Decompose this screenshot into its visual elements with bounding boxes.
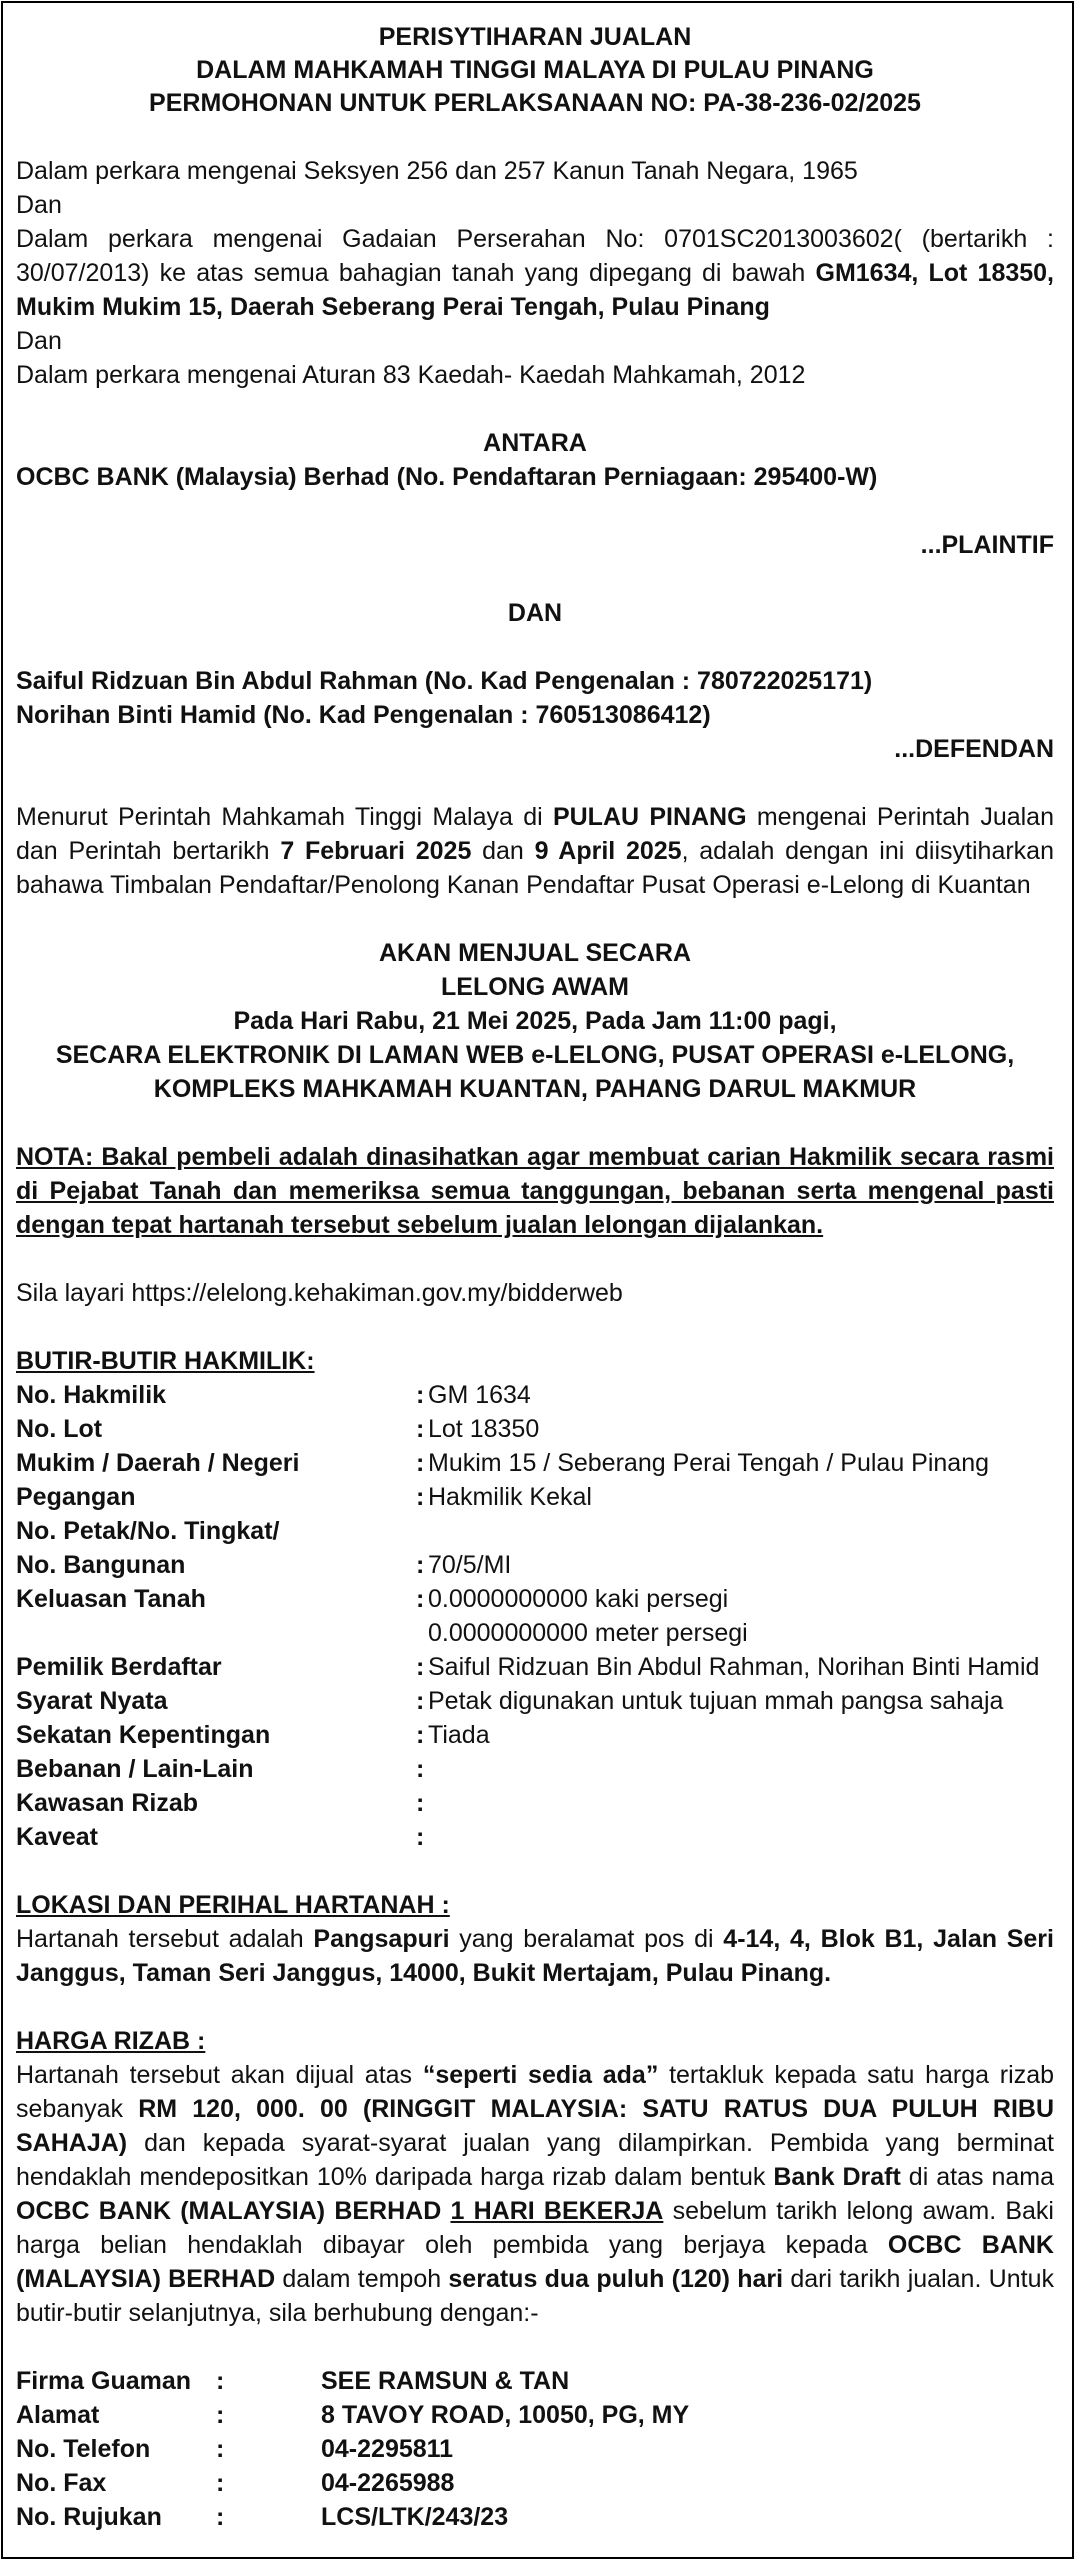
reserve-price-section: [16, 2024, 1054, 2330]
header-court: DALAM MAHKAMAH TINGGI MALAYA DI PULAU PINANG: [196, 56, 874, 84]
title-detail-row: [16, 1684, 1054, 1718]
auction-line-1: AKAN MENJUAL SECARA: [378, 939, 692, 967]
title-detail-row-value: Hakmilik Kekal: [428, 1483, 592, 1511]
matters-section: [16, 154, 1054, 392]
title-detail-row-label: Kaveat: [16, 1823, 98, 1851]
title-detail-row: [16, 1446, 1054, 1480]
title-detail-row-value: 0.0000000000 kaki persegi: [428, 1585, 729, 1613]
title-detail-row-label: No. Petak/No. Tingkat/: [16, 1517, 280, 1545]
title-detail-row-separator: :: [416, 1653, 425, 1681]
firm-detail-row-separator: :: [216, 2401, 225, 2429]
matter-3: Dalam perkara mengenai Aturan 83 Kaedah- Kaedah Mahkamah, 2012: [16, 361, 806, 389]
reserve-text: Hartanah tersebut akan dijual atas “seperti sedia ada” tertakluk kepada satu harga rizab sebanyak RM 120, 000. 00 (RINGGIT MALAYSIA: SATU RATUS DUA PULUH RIBU SAHAJA) dan kepada syarat-syarat jualan yang dilampirkan. Pembida yang berminat hendaklah mendepositkan 10% daripada harga rizab dalam bentuk Bank Draft di atas nama OCBC BANK (MALAYSIA) BERHAD 1 HARI BEKERJA sebelum tarikh lelong awam. Baki harga belian hendaklah dibayar oleh pembida yang berjaya kepada OCBC BANK (MALAYSIA) BERHAD dalam tempoh seratus dua puluh (120) hari dari tarikh jualan. Untuk butir-butir selanjutnya, sila berhubung dengan:-: [16, 2061, 1055, 2327]
title-detail-row-separator: :: [416, 1755, 425, 1783]
header-title: PERISYTIHARAN JUALAN: [378, 23, 692, 51]
title-detail-row-separator: :: [416, 1789, 425, 1817]
title-detail-row-separator: :: [416, 1823, 425, 1851]
between-heading: ANTARA: [483, 429, 587, 457]
auction-venue-2: KOMPLEKS MAHKAMAH KUANTAN, PAHANG DARUL MAKMUR: [153, 1075, 917, 1103]
title-detail-row-separator: :: [416, 1687, 425, 1715]
firm-detail-row-value: 04-2265988: [321, 2469, 455, 2497]
firm-detail-row-separator: :: [216, 2469, 225, 2497]
auction-date-time: Pada Hari Rabu, 21 Mei 2025, Pada Jam 11:00 pagi,: [233, 1007, 837, 1035]
defendant-1: Saiful Ridzuan Bin Abdul Rahman (No. Kad Pengenalan : 780722025171): [16, 667, 873, 695]
title-detail-row-value: GM 1634: [428, 1381, 531, 1409]
matter-2: Dalam perkara mengenai Gadaian Perserahan No: 0701SC2013003602( (bertarikh : 30/07/2013) ke atas semua bahagian tanah yang dipegang di bawah GM1634, Lot 18350, Mukim Mukim 15, Daerah Seberang Perai Tengah, Pulau Pinang: [16, 225, 1055, 321]
title-detail-row-separator: :: [416, 1415, 425, 1443]
title-detail-row: [16, 1412, 1054, 1446]
title-detail-row-value: Tiada: [428, 1721, 490, 1749]
title-details: [16, 1344, 1054, 1854]
title-detail-row: [16, 1480, 1054, 1514]
title-detail-row-value: [428, 1820, 1054, 1854]
firm-detail-row: [16, 2500, 1054, 2534]
defendant-label: ...DEFENDAN: [894, 735, 1054, 763]
firm-detail-row-value: 04-2295811: [321, 2435, 454, 2463]
firm-detail-row: [16, 2398, 1054, 2432]
title-detail-row: [16, 1378, 1054, 1412]
firm-detail-row: [16, 2432, 1054, 2466]
buyer-note: NOTA: Bakal pembeli adalah dinasihatkan agar membuat carian Hakmilik secara rasmi di Pejabat Tanah dan memeriksa semua tanggungan, bebanan serta mengenal pasti dengan tepat hartanah tersebut sebelum jualan lelongan dijalankan.: [16, 1143, 1054, 1239]
title-detail-row-separator: :: [416, 1721, 425, 1749]
title-detail-row-value: [428, 1514, 1054, 1548]
firm-detail-row-label: No. Telefon: [16, 2435, 151, 2463]
title-detail-row-label: Mukim / Daerah / Negeri: [16, 1449, 300, 1477]
plaintiff-name: OCBC BANK (Malaysia) Berhad (No. Pendaftaran Perniagaan: 295400-W): [16, 463, 878, 491]
title-detail-row-value: Saiful Ridzuan Bin Abdul Rahman, Norihan Binti Hamid: [428, 1653, 1040, 1681]
title-detail-row-label: [16, 1616, 416, 1650]
title-detail-row-separator: [416, 1616, 428, 1650]
title-detail-row-label: Pemilik Berdaftar: [16, 1653, 222, 1681]
location-text: Hartanah tersebut adalah Pangsapuri yang beralamat pos di 4-14, 4, Blok B1, Jalan Seri Janggus, Taman Seri Janggus, 14000, Bukit Mertajam, Pulau Pinang.: [16, 1925, 1054, 1987]
title-detail-row: [16, 1582, 1054, 1616]
sale-proclamation-notice: [1, 1, 1074, 2559]
title-detail-row-label: Sekatan Kepentingan: [16, 1721, 271, 1749]
firm-detail-row-value: SEE RAMSUN & TAN: [321, 2367, 570, 2395]
title-detail-row-value: 70/5/MI: [428, 1551, 512, 1579]
title-detail-row: [16, 1718, 1054, 1752]
title-detail-row: [16, 1616, 1054, 1650]
matter-and-2: Dan: [16, 327, 62, 355]
title-detail-row: [16, 1548, 1054, 1582]
reserve-heading: HARGA RIZAB :: [16, 2027, 206, 2055]
firm-detail-row-separator: :: [216, 2435, 225, 2463]
firm-detail-row-value: 8 TAVOY ROAD, 10050, PG, MY: [321, 2401, 690, 2429]
firm-detail-row-label: No. Rujukan: [16, 2503, 162, 2531]
title-detail-row-value: 0.0000000000 meter persegi: [428, 1619, 748, 1647]
auction-venue-1: SECARA ELEKTRONIK DI LAMAN WEB e-LELONG, PUSAT OPERASI e-LELONG,: [55, 1041, 1015, 1069]
firm-detail-row-label: No. Fax: [16, 2469, 107, 2497]
auction-line-2: LELONG AWAM: [441, 973, 629, 1001]
plaintiff-label: ...PLAINTIF: [920, 531, 1054, 559]
title-detail-row-separator: :: [416, 1585, 425, 1613]
title-detail-row-label: Kawasan Rizab: [16, 1789, 199, 1817]
website-instruction: Sila layari https://elelong.kehakiman.gov.my/bidderweb: [16, 1279, 623, 1307]
title-detail-row-label: Keluasan Tanah: [16, 1585, 206, 1613]
title-detail-row-value: Lot 18350: [428, 1415, 540, 1443]
matter-and-1: Dan: [16, 191, 62, 219]
title-detail-row-separator: :: [416, 1551, 425, 1579]
title-detail-row: [16, 1820, 1054, 1854]
law-firm-details: [16, 2364, 1054, 2534]
header-case-number: PERMOHONAN UNTUK PERLAKSANAAN NO: PA-38-236-02/2025: [149, 89, 921, 117]
title-detail-row-label: No. Lot: [16, 1415, 103, 1443]
firm-detail-row-label: Alamat: [16, 2401, 100, 2429]
firm-detail-row-separator: :: [216, 2503, 225, 2531]
title-detail-row: [16, 1786, 1054, 1820]
location-section: [16, 1888, 1054, 1990]
firm-detail-row-value: LCS/LTK/243/23: [321, 2503, 509, 2531]
title-detail-row: [16, 1514, 1054, 1548]
matter-1: Dalam perkara mengenai Seksyen 256 dan 257 Kanun Tanah Negara, 1965: [16, 157, 858, 185]
title-detail-row-separator: [416, 1514, 428, 1548]
title-detail-row-label: No. Bangunan: [16, 1551, 186, 1579]
title-detail-row: [16, 1650, 1054, 1684]
parties-section: [16, 426, 1054, 766]
title-details-heading: BUTIR-BUTIR HAKMILIK:: [16, 1347, 315, 1375]
firm-detail-row-label: Firma Guaman: [16, 2367, 192, 2395]
title-detail-row-label: Bebanan / Lain-Lain: [16, 1755, 254, 1783]
title-detail-row-label: No. Hakmilik: [16, 1381, 167, 1409]
title-detail-row-label: Pegangan: [16, 1483, 136, 1511]
title-detail-row-value: [428, 1786, 1054, 1820]
title-detail-row-value: [428, 1752, 1054, 1786]
title-detail-row: [16, 1752, 1054, 1786]
title-detail-row-label: Syarat Nyata: [16, 1687, 168, 1715]
notice-header: [16, 21, 1054, 120]
location-heading: LOKASI DAN PERIHAL HARTANAH :: [16, 1891, 450, 1919]
title-detail-row-separator: :: [416, 1483, 425, 1511]
title-detail-row-value: Petak digunakan untuk tujuan mmah pangsa sahaja: [428, 1687, 1004, 1715]
and-heading: DAN: [507, 599, 563, 627]
firm-detail-row-separator: :: [216, 2367, 225, 2395]
court-order-paragraph: Menurut Perintah Mahkamah Tinggi Malaya di PULAU PINANG mengenai Perintah Jualan dan Perintah bertarikh 7 Februari 2025 dan 9 April 2025, adalah dengan ini diisytiharkan bahawa Timbalan Pendaftar/Penolong Kanan Pendaftar Pusat Operasi e-Lelong di Kuantan: [16, 803, 1054, 899]
defendant-2: Norihan Binti Hamid (No. Kad Pengenalan : 760513086412): [16, 701, 711, 729]
title-detail-row-separator: :: [416, 1381, 425, 1409]
firm-detail-row: [16, 2466, 1054, 2500]
title-detail-row-separator: :: [416, 1449, 425, 1477]
title-detail-row-value: Mukim 15 / Seberang Perai Tengah / Pulau Pinang: [428, 1449, 990, 1477]
firm-detail-row: [16, 2364, 1054, 2398]
auction-announcement: [16, 936, 1054, 1106]
